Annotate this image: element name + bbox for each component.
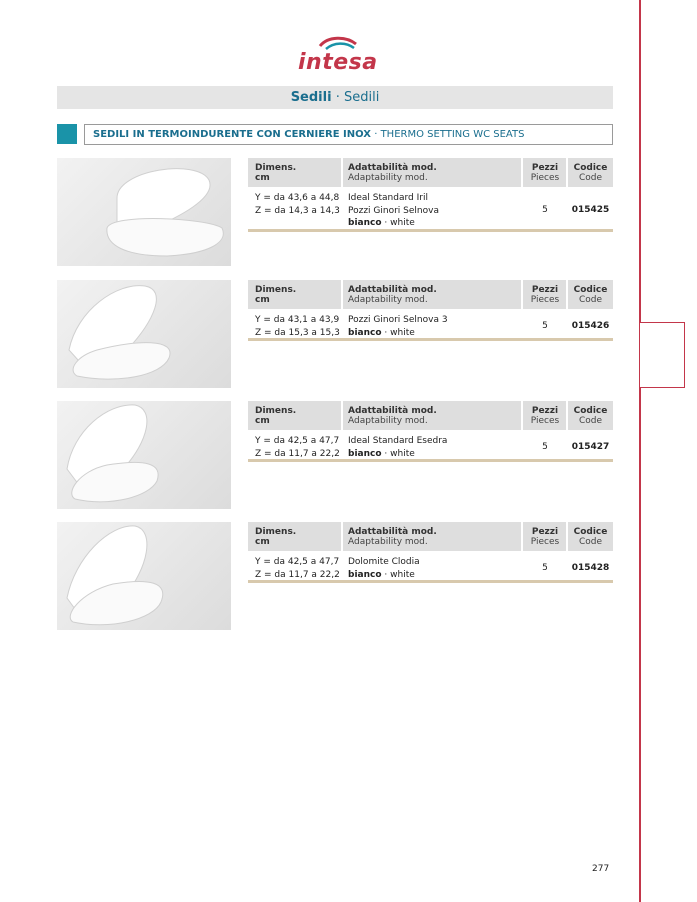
- code-header-en: Code: [578, 537, 603, 547]
- color-label: bianco: [348, 569, 382, 580]
- table-row: [248, 430, 613, 459]
- pieces-header-it: Pezzi: [531, 163, 559, 173]
- section-title-bar: [57, 86, 613, 109]
- table-header: [248, 401, 613, 430]
- code-header-en: Code: [578, 295, 603, 305]
- product-table: [248, 158, 613, 231]
- dimens-unit: cm: [255, 295, 270, 305]
- adapt-line-1: Pozzi Ginori Selnova 3: [348, 315, 448, 325]
- pieces-header-en: Pieces: [530, 537, 560, 547]
- code-header-en: Code: [578, 173, 603, 183]
- color-label-en: white: [390, 448, 415, 459]
- pieces-value: 5: [542, 205, 548, 215]
- code-value: 015428: [571, 563, 610, 573]
- toilet-seat-image: [57, 158, 231, 266]
- code-header-it: Codice: [573, 527, 608, 537]
- dimens-unit: cm: [255, 173, 270, 183]
- table-row: [248, 309, 613, 338]
- color-label-en: white: [390, 569, 415, 580]
- section-separator: ·: [335, 90, 340, 105]
- adapt-line-2: Pozzi Ginori Selnova: [348, 205, 439, 216]
- dim-z-value: Z = da 11,7 a 22,2: [255, 569, 340, 580]
- adaptability-cell: [348, 556, 420, 581]
- dim-y-value: Y = da 43,1 a 43,9: [255, 315, 340, 325]
- product-table: [248, 522, 613, 580]
- pieces-header-it: Pezzi: [531, 406, 559, 416]
- code-header-en: Code: [578, 416, 603, 426]
- adapt-header-en: Adaptability mod.: [348, 537, 428, 547]
- logo-text: intesa: [298, 50, 378, 75]
- page-edge-rule: [639, 0, 641, 902]
- code-header-it: Codice: [573, 163, 608, 173]
- table-bottom-rule: [248, 580, 613, 583]
- table-bottom-rule: [248, 338, 613, 341]
- thumb-index-tab: [640, 322, 685, 388]
- adaptability-cell: [348, 192, 439, 230]
- dimens-unit: cm: [255, 416, 270, 426]
- adaptability-cell: [348, 435, 447, 460]
- color-label: bianco: [348, 448, 382, 459]
- table-header: [248, 158, 613, 187]
- dimens-header: Dimens.: [255, 527, 297, 537]
- product-image: [57, 158, 231, 266]
- pieces-header-it: Pezzi: [531, 527, 559, 537]
- adapt-header-en: Adaptability mod.: [348, 295, 428, 305]
- pieces-header-en: Pieces: [530, 416, 560, 426]
- table-bottom-rule: [248, 459, 613, 462]
- pieces-header-en: Pieces: [530, 295, 560, 305]
- category-title-box: [84, 124, 613, 145]
- product-image: [57, 280, 231, 388]
- table-bottom-rule: [248, 229, 613, 232]
- pieces-value: 5: [542, 321, 548, 331]
- adapt-header-it: Adattabilità mod.: [348, 163, 437, 173]
- toilet-seat-image: [57, 522, 231, 630]
- color-separator: ·: [384, 327, 388, 338]
- dim-y-value: Y = da 43,6 a 44,8: [255, 193, 340, 203]
- dimens-unit: cm: [255, 537, 270, 547]
- product-table: [248, 401, 613, 459]
- code-value: 015426: [571, 321, 610, 331]
- page-number: 277: [592, 864, 610, 874]
- adapt-header-en: Adaptability mod.: [348, 416, 428, 426]
- adapt-header-it: Adattabilità mod.: [348, 527, 437, 537]
- adapt-header-en: Adaptability mod.: [348, 173, 428, 183]
- adapt-header-it: Adattabilità mod.: [348, 406, 437, 416]
- dim-y-value: Y = da 42,5 a 47,7: [255, 436, 340, 446]
- adaptability-cell: [348, 314, 448, 339]
- code-header-it: Codice: [573, 406, 608, 416]
- adapt-line-1: Ideal Standard Esedra: [348, 436, 448, 446]
- color-separator: ·: [384, 448, 388, 459]
- dim-z-value: Z = da 15,3 a 15,3: [255, 327, 340, 338]
- pieces-header-en: Pieces: [530, 173, 560, 183]
- table-header: [248, 280, 613, 309]
- category-color-square: [57, 124, 77, 144]
- color-separator: ·: [384, 218, 388, 228]
- dim-y-value: Y = da 42,5 a 47,7: [255, 557, 340, 567]
- dimens-header: Dimens.: [255, 163, 297, 173]
- category-separator: ·: [374, 129, 378, 140]
- category-title: SEDILI IN TERMOINDURENTE CON CERNIERE INOX: [93, 129, 371, 140]
- table-header: [248, 522, 613, 551]
- color-separator: ·: [384, 569, 388, 580]
- color-label-en: white: [390, 327, 415, 338]
- code-value: 015425: [571, 205, 610, 215]
- adapt-header-it: Adattabilità mod.: [348, 285, 437, 295]
- pieces-value: 5: [542, 442, 548, 452]
- product-image: [57, 401, 231, 509]
- pieces-header-it: Pezzi: [531, 285, 559, 295]
- dimens-header: Dimens.: [255, 285, 297, 295]
- toilet-seat-image: [57, 280, 231, 388]
- dim-z-value: Z = da 14,3 a 14,3: [255, 205, 340, 216]
- table-row: [248, 187, 613, 231]
- toilet-seat-image: [57, 401, 231, 509]
- category-subtitle: THERMO SETTING WC SEATS: [380, 129, 525, 140]
- product-table: [248, 280, 613, 338]
- code-value: 015427: [571, 442, 610, 452]
- color-label: bianco: [348, 327, 382, 338]
- section-title: Sedili: [290, 90, 332, 105]
- section-subtitle: Sedili: [343, 90, 380, 105]
- pieces-value: 5: [542, 563, 548, 573]
- product-image: [57, 522, 231, 630]
- intesa-logo: [298, 36, 378, 80]
- table-row: [248, 551, 613, 580]
- color-label-en: white: [390, 218, 415, 228]
- adapt-line-1: Ideal Standard Iril: [348, 193, 428, 203]
- dimens-header: Dimens.: [255, 406, 297, 416]
- code-header-it: Codice: [573, 285, 608, 295]
- dim-z-value: Z = da 11,7 a 22,2: [255, 448, 340, 459]
- adapt-line-1: Dolomite Clodia: [348, 557, 420, 567]
- color-label: bianco: [348, 218, 382, 228]
